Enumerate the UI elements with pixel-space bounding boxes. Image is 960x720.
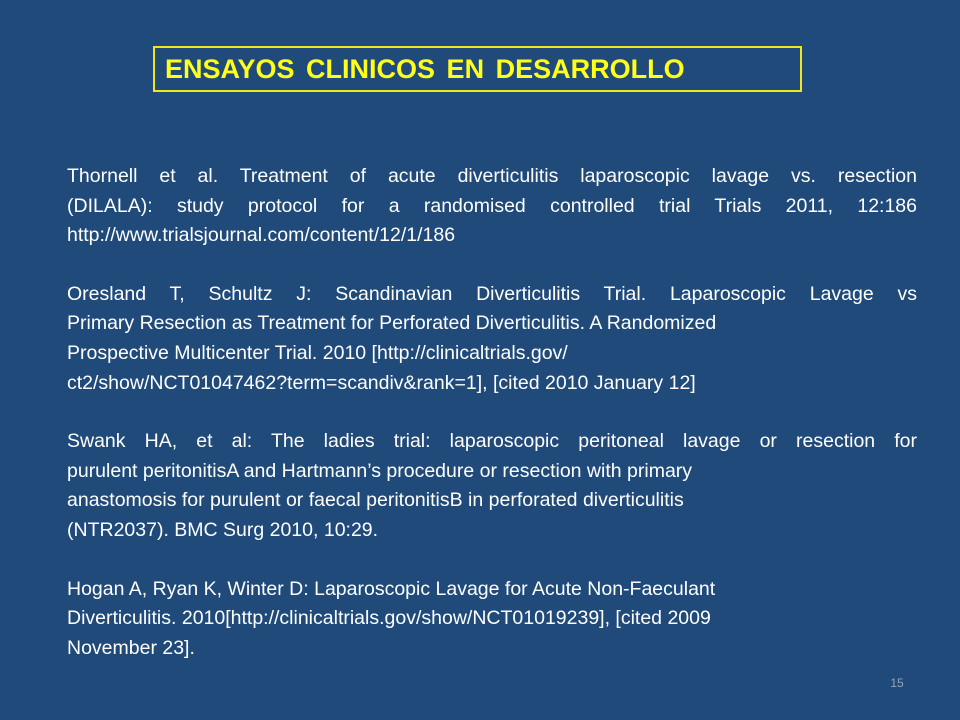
title-box xyxy=(153,46,802,92)
reference-line: Oresland T, Schultz J: Scandinavian Diverticulitis Trial. Laparoscopic Lavage vs xyxy=(67,282,917,305)
reference-item-oresland xyxy=(67,280,917,398)
reference-line: Diverticulitis. 2010[http://clinicaltrials.gov/show/NCT01019239], [cited 2009 xyxy=(67,607,711,630)
reference-line: ct2/show/NCT01047462?term=scandiv&rank=1], [cited 2010 January 12] xyxy=(67,371,696,394)
reference-item-swank xyxy=(67,427,917,545)
reference-line: (NTR2037). BMC Surg 2010, 10:29. xyxy=(67,518,379,541)
reference-url: http://www.trialsjournal.com/content/12/1/186 xyxy=(67,224,456,247)
reference-line: purulent peritonitisA and Hartmann’s procedure or resection with primary xyxy=(67,459,693,482)
reference-list xyxy=(67,162,917,692)
reference-item-thornell xyxy=(67,162,917,251)
reference-line: November 23]. xyxy=(67,636,195,659)
reference-item-hogan xyxy=(67,575,917,664)
reference-line: Primary Resection as Treatment for Perforated Diverticulitis. A Randomized xyxy=(67,312,717,335)
reference-line: anastomosis for purulent or faecal peritonitisB in perforated diverticulitis xyxy=(67,489,684,512)
reference-line: (DILALA): study protocol for a randomised controlled trial Trials 2011, 12:186 xyxy=(67,194,917,217)
reference-line: Prospective Multicenter Trial. 2010 [http://clinicaltrials.gov/ xyxy=(67,341,568,364)
page-number: 15 xyxy=(890,676,904,690)
reference-line: Thornell et al. Treatment of acute diverticulitis laparoscopic lavage vs. resection xyxy=(67,165,917,187)
slide-title: ENSAYOS CLINICOS EN DESARROLLO xyxy=(165,53,685,84)
reference-line: Swank HA, et al: The ladies trial: laparoscopic peritoneal lavage or resection for xyxy=(67,430,917,453)
reference-line: Hogan A, Ryan K, Winter D: Laparoscopic Lavage for Acute Non-Faeculant xyxy=(67,577,716,600)
